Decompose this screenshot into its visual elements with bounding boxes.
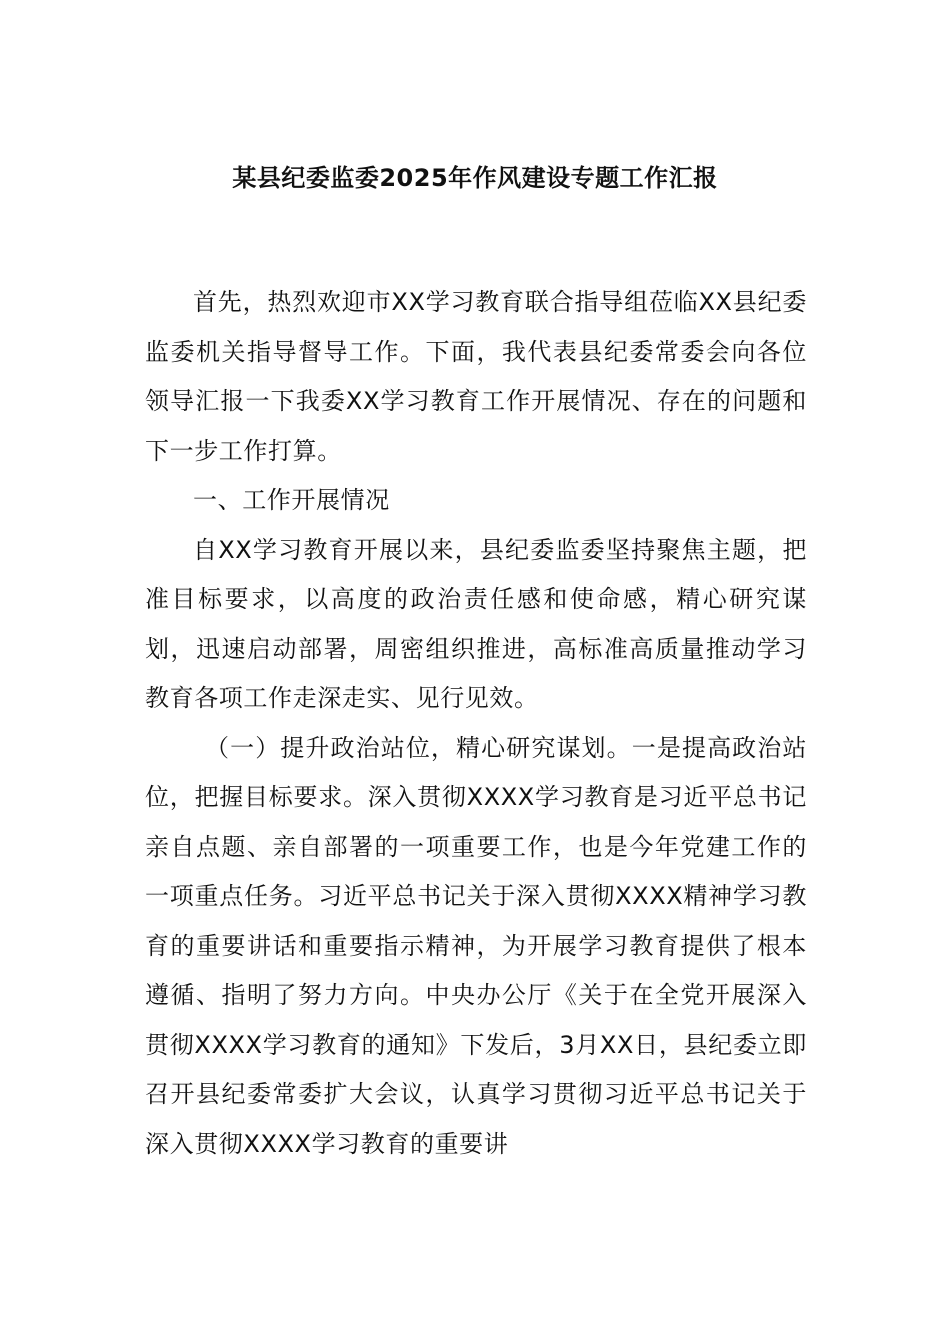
section-heading: 一、工作开展情况 bbox=[193, 486, 390, 514]
document-body bbox=[145, 278, 807, 1169]
intro-paragraph: 首先，热烈欢迎市XX学习教育联合指导组莅临XX县纪委监委机关指导督导工作。下面，我代表县纪委常委会向各位领导汇报一下我委XX学习教育工作开展情况、存在的问题和下一步工作打算。 bbox=[145, 288, 807, 465]
section-paragraph: 自XX学习教育开展以来，县纪委监委坚持聚焦主题，把准目标要求，以高度的政治责任感和使命感，精心研究谋划，迅速启动部署，周密组织推进，高标准高质量推动学习教育各项工作走深走实、见行见效。 bbox=[145, 535, 807, 712]
document-title: 某县纪委监委2025年作风建设专题工作汇报 bbox=[232, 164, 718, 192]
subsection-paragraph: （一）提升政治站位，精心研究谋划。一是提高政治站位，把握目标要求。深入贯彻XXXX学习教育是习近平总书记亲自点题、亲自部署的一项重要工作，也是今年党建工作的一项重点任务。习近平总书记关于深入贯彻XXXX精神学习教育的重要讲话和重要指示精神，为开展学习教育提供了根本遵循、指明了努力方向。中央办公厅《关于在全党开展深入贯彻XXXX学习教育的通知》下发后，3月XX日，县纪委立即召开县纪委常委扩大会议，认真学习贯彻习近平总书记关于深入贯彻XXXX学习教育的重要讲 bbox=[145, 733, 807, 1158]
